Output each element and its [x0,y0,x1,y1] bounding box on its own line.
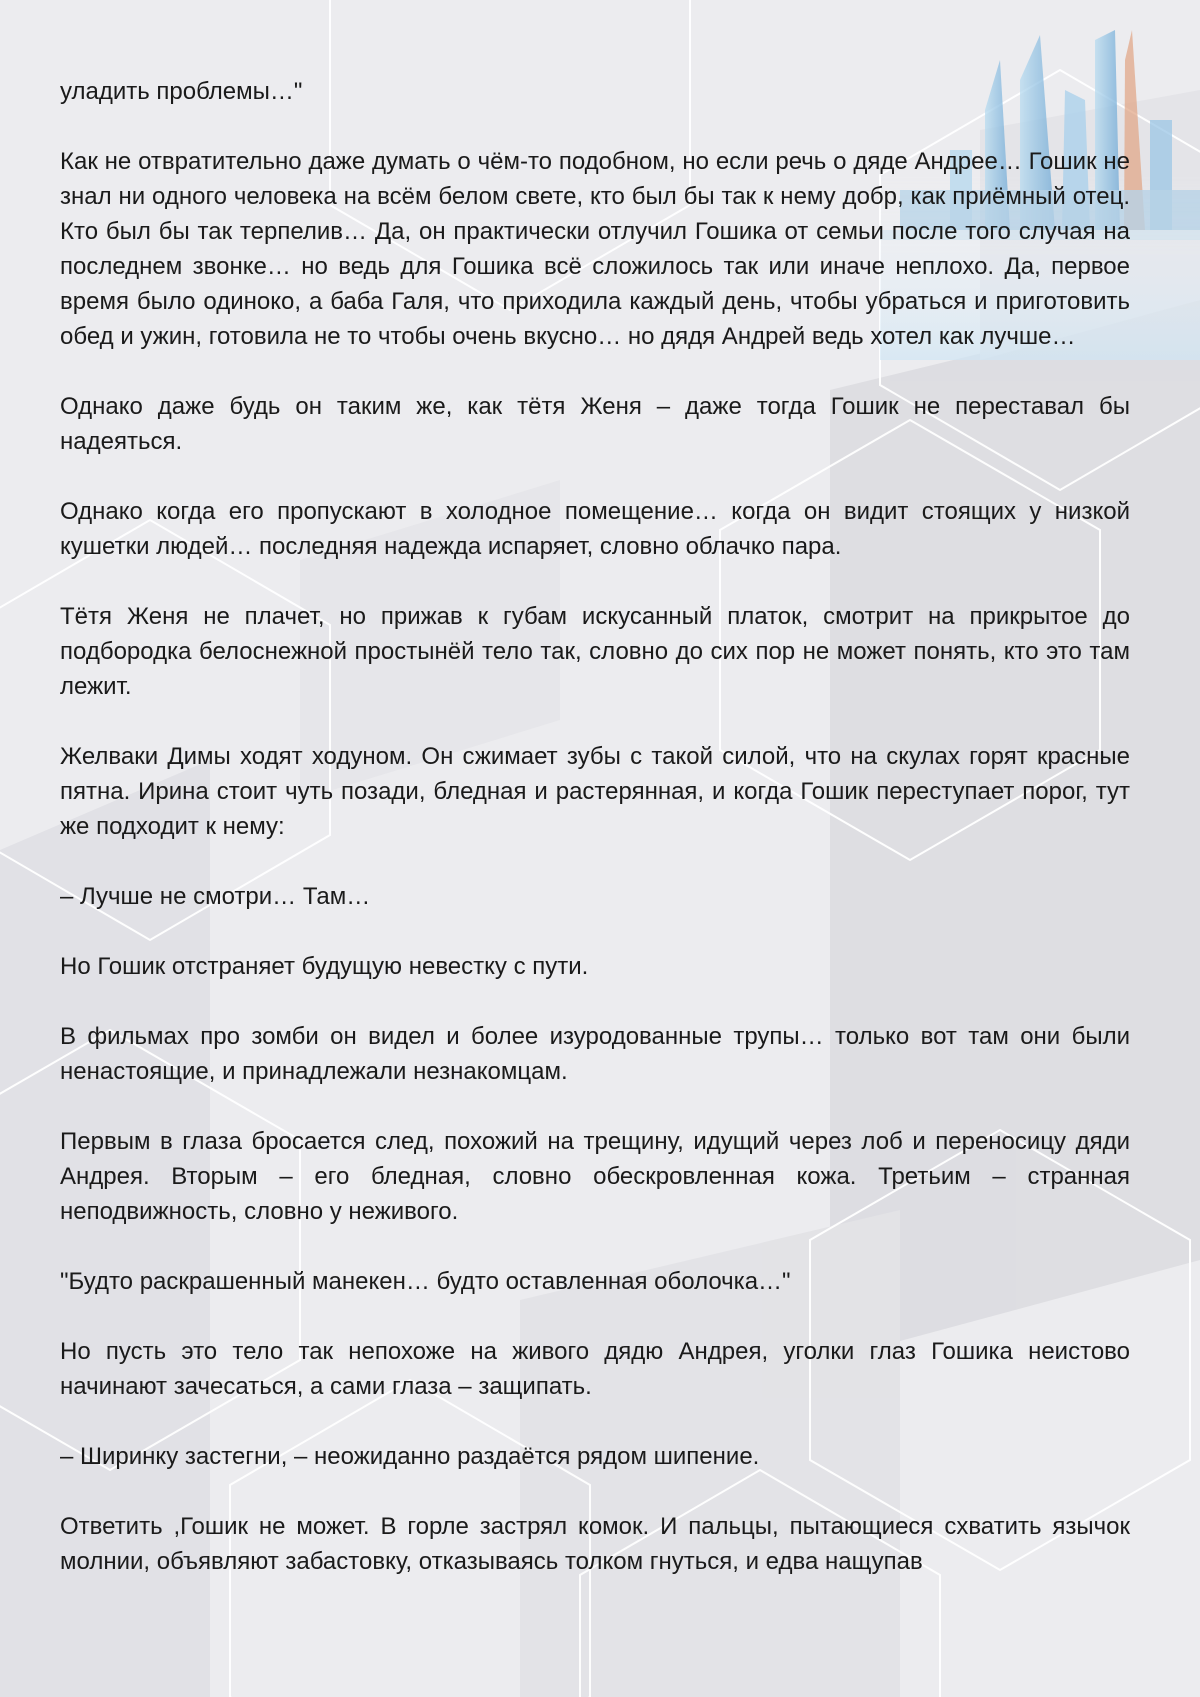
paragraph-11: "Будто раскрашенный манекен… будто оставленная оболочка…" [60,1268,791,1295]
paragraph-9: В фильмах про зомби он видел и более изуродованные трупы… только вот там они были ненастоящие, и принадлежали незнакомцам. [60,1023,1130,1085]
paragraph-14: Ответить ,Гошик не может. В горле застрял комок. И пальцы, пытающиеся схватить язычок молнии, объявляют забастовку, отказываясь толком гнуться, и едва нащупав [60,1513,1130,1575]
paragraph-5: Тётя Женя не плачет, но прижав к губам искусанный платок, смотрит на прикрытое до подбородка белоснежной простынёй тело так, словно до сих пор не может понять, кто это там лежит. [60,603,1130,700]
paragraph-10: Первым в глаза бросается след, похожий на трещину, идущий через лоб и переносицу дяди Андрея. Вторым – его бледная, словно обескровленная кожа. Третьим – странная неподвижность, словно у неживого. [60,1128,1130,1225]
document-body [60,74,1130,1614]
paragraph-3: Однако даже будь он таким же, как тётя Женя – даже тогда Гошик не переставал бы надеяться. [60,393,1130,455]
paragraph-2: Как не отвратительно даже думать о чём-то подобном, но если речь о дяде Андрее… Гошик не знал ни одного человека на всём белом свете, кто был бы так к нему добр, как приёмный отец. Кто был бы так терпелив… Да, он практически отлучил Гошика от семьи после того случая на последнем звонке… но ведь для Гошика всё сложилось так или иначе неплохо. Да, первое время было одиноко, а баба Галя, что приходила каждый день, чтобы убраться и приготовить обед и ужин, готовила не то чтобы очень вкусно… но дядя Андрей ведь хотел как лучше… [60,148,1130,350]
paragraph-12: Но пусть это тело так непохоже на живого дядю Андрея, уголки глаз Гошика неистово начинают зачесаться, а сами глаза – защипать. [60,1338,1130,1400]
paragraph-1: уладить проблемы…" [60,78,303,105]
paragraph-8: Но Гошик отстраняет будущую невестку с пути. [60,953,589,980]
paragraph-13: – Ширинку застегни, – неожиданно раздаётся рядом шипение. [60,1443,760,1470]
paragraph-4: Однако когда его пропускают в холодное помещение… когда он видит стоящих у низкой кушетки людей… последняя надежда испаряет, словно облачко пара. [60,498,1130,560]
paragraph-6: Желваки Димы ходят ходуном. Он сжимает зубы с такой силой, что на скулах горят красные пятна. Ирина стоит чуть позади, бледная и растерянная, и когда Гошик переступает порог, тут же подходит к нему: [60,743,1130,840]
paragraph-7: – Лучше не смотри… Там… [60,883,371,910]
